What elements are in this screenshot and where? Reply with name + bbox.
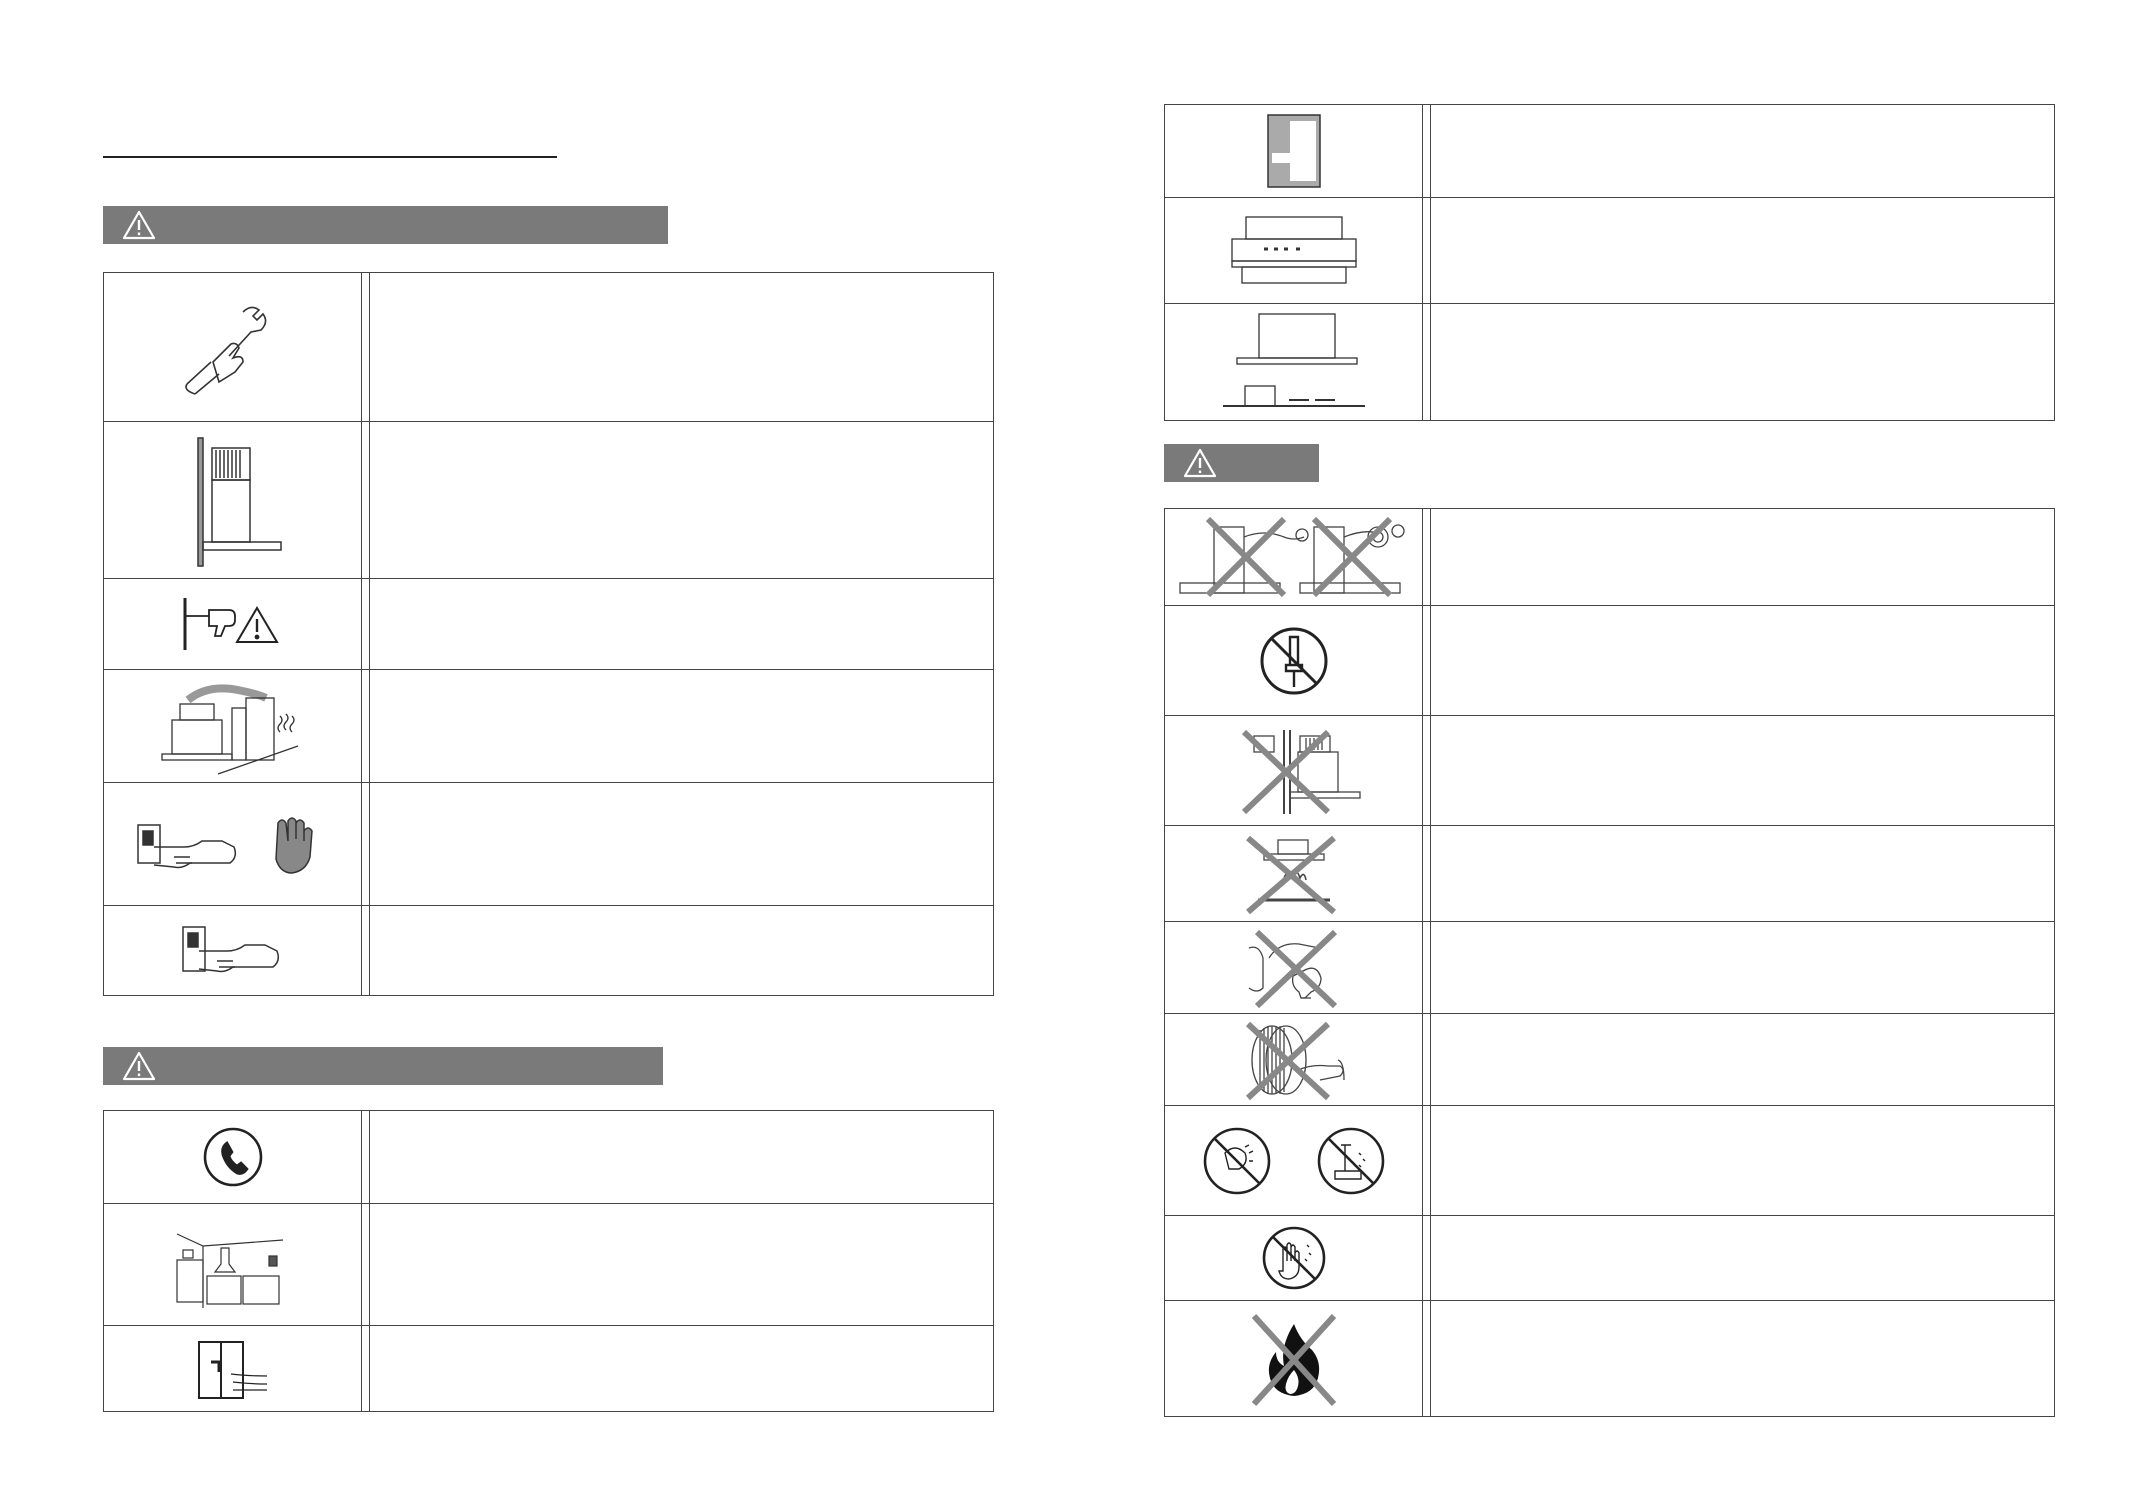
row-text [370,670,993,782]
row-text [370,783,993,905]
caution-table [1164,508,2055,1417]
warning-triangle-icon [121,209,157,241]
hood-above-cooktop-icon [1219,308,1369,418]
kitchen-installation-icon [173,1220,293,1310]
warning-header-bar [103,206,668,244]
row-text [1431,1301,2054,1418]
service-warnings-table [103,1110,994,1412]
drill-warning-icon [173,594,293,654]
row-text [1431,304,2054,422]
table-row [104,669,993,782]
row-text [1431,105,2054,197]
power-switch-icon [173,917,293,987]
row-text [1431,1216,2054,1300]
row-text [370,1326,993,1413]
table-row [1165,105,2054,197]
table-row [104,1111,993,1203]
no-wet-hands-icon [1259,1223,1329,1293]
table-row [104,578,993,669]
row-text [370,1204,993,1325]
wall-mounted-hood-icon [178,430,288,570]
row-text [370,273,993,421]
installation-warnings-table [103,272,994,996]
no-fire-icon [1244,1310,1344,1410]
table-row [1165,1215,2054,1300]
no-water-spray-icon [1199,1123,1389,1199]
table-row [1165,715,2054,825]
table-row [104,782,993,905]
row-text [1431,606,2054,715]
no-shared-duct-icon [1224,726,1364,816]
page-title-rule [103,156,557,158]
row-text [370,906,993,997]
no-disassemble-icon [1256,623,1332,699]
table-row [104,273,993,421]
table-row [104,1203,993,1325]
row-text [1431,1106,2054,1215]
table-row [1165,1300,2054,1418]
no-touch-fan-icon [1234,1020,1354,1100]
caution-header-bar [1164,444,1319,482]
table-row [1165,921,2054,1013]
wrench-hand-icon [173,292,293,402]
row-text [1431,716,2054,825]
row-text [1431,1014,2054,1105]
table-row [1165,1105,2054,1215]
warning-header-bar [103,1047,663,1085]
table-row [1165,825,2054,921]
no-touch-bulb-icon [1239,928,1349,1008]
table-row [104,1325,993,1413]
product-overview-table [1164,104,2055,421]
row-text [1431,198,2054,303]
switch-and-glove-icon [128,799,338,889]
table-row [1165,605,2054,715]
table-row [1165,197,2054,303]
row-text [1431,509,2054,605]
window-ventilation-icon [193,1338,273,1402]
phone-service-icon [201,1125,265,1189]
table-row [1165,303,2054,422]
hood-front-view-icon [1224,211,1364,291]
row-text [1431,922,2054,1013]
row-text [370,422,993,578]
table-row [1165,1013,2054,1105]
no-open-flame-icon [1234,834,1354,914]
duct-connection-icon [158,676,308,776]
warning-triangle-icon [1182,447,1218,479]
row-text [1431,826,2054,921]
table-row [1165,509,2054,605]
no-gas-connection-icon [1174,513,1414,601]
row-text [370,579,993,669]
table-row [104,905,993,997]
table-row [104,421,993,578]
row-text [370,1111,993,1203]
manual-booklet-icon [1264,113,1324,189]
warning-triangle-icon [121,1050,157,1082]
